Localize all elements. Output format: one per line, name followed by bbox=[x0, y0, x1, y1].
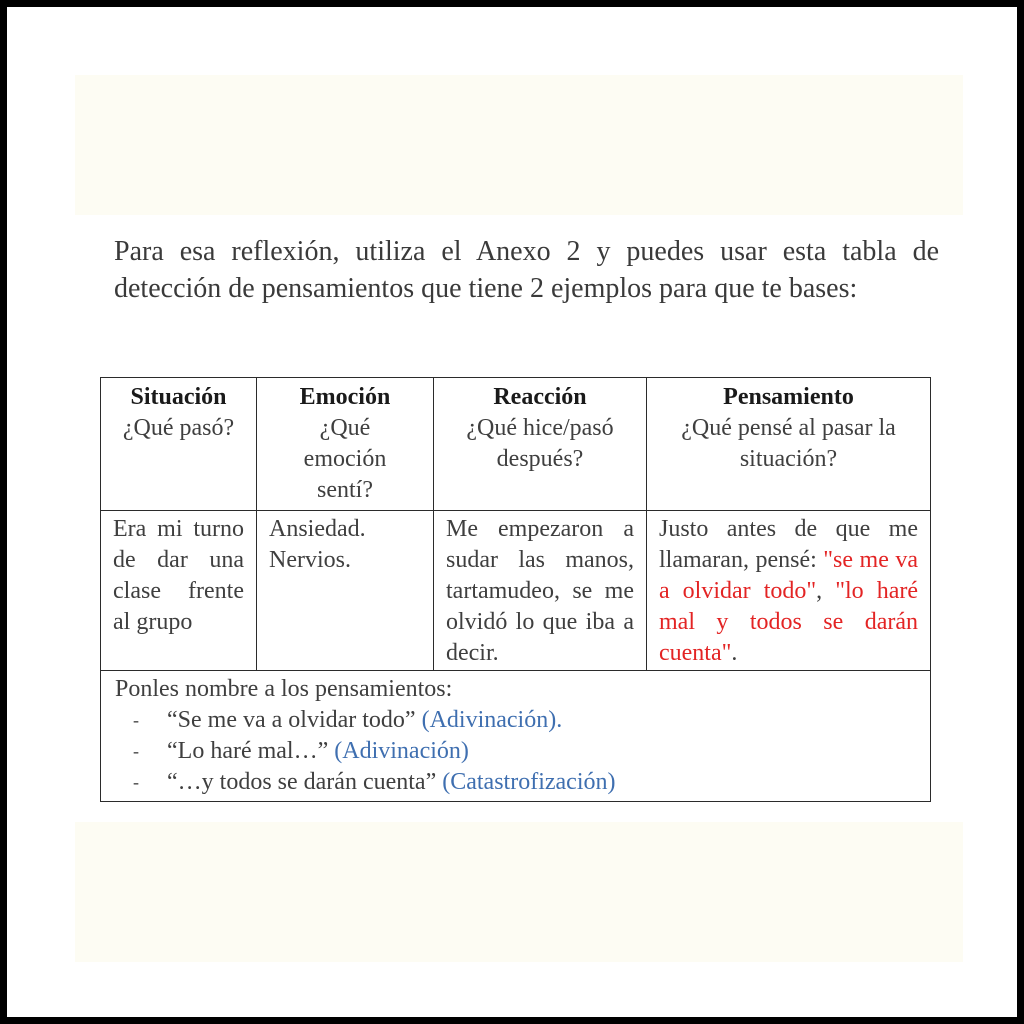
cell-situacion: Era mi turno de dar una clase frente al grupo bbox=[101, 511, 257, 671]
header-emocion bbox=[257, 378, 434, 511]
names-title: Ponles nombre a los pensamientos: bbox=[115, 676, 453, 702]
intro-paragraph: Para esa reflexión, utiliza el Anexo 2 y puedes usar esta tabla de detección de pensamientos que tiene 2 ejemplos para que te bases: bbox=[114, 236, 939, 304]
top-shaded-band bbox=[75, 75, 963, 215]
bullet-dash: - bbox=[133, 772, 139, 792]
header-title: Pensamiento bbox=[723, 384, 854, 410]
table-row bbox=[101, 511, 931, 671]
names-row bbox=[101, 671, 931, 802]
cell-emocion: Ansiedad. Nervios. bbox=[257, 511, 434, 671]
thought-name-quote: “Se me va a olvidar todo” bbox=[167, 707, 416, 733]
cell-reaccion: Me empezaron a sudar las manos, tartamudeo, se me olvidó lo que iba a decir. bbox=[434, 511, 647, 671]
thought-detection-table bbox=[100, 377, 931, 802]
thought-name-label: (Catastrofización) bbox=[442, 769, 616, 795]
thought-intro: Justo antes de que me llamaran, pensé: bbox=[659, 516, 918, 573]
header-subtitle: ¿Qué hice/pasó después? bbox=[466, 415, 614, 472]
thought-quote-2: "lo haré mal y todos se darán cuenta" bbox=[659, 578, 918, 666]
list-item bbox=[115, 705, 918, 736]
thought-name-end: . bbox=[556, 707, 563, 733]
header-subtitle: ¿Qué pasó? bbox=[122, 415, 235, 441]
header-subtitle: ¿Qué pensé al pasar la situación? bbox=[681, 415, 896, 472]
bottom-shaded-band bbox=[75, 822, 963, 962]
list-item bbox=[115, 736, 918, 767]
header-reaccion bbox=[434, 378, 647, 511]
thought-end: . bbox=[731, 640, 738, 666]
header-title: Emoción bbox=[299, 384, 391, 410]
thought-separator: , bbox=[816, 578, 836, 604]
header-situacion bbox=[101, 378, 257, 511]
header-title: Situación bbox=[130, 384, 227, 410]
names-list bbox=[115, 705, 918, 798]
header-title: Reacción bbox=[493, 384, 587, 410]
thought-name-quote: “Lo haré mal…” bbox=[167, 738, 329, 764]
header-pensamiento bbox=[647, 378, 931, 511]
list-item bbox=[115, 767, 918, 798]
header-subtitle: ¿Qué emoción sentí? bbox=[303, 415, 387, 503]
bullet-dash: - bbox=[133, 710, 139, 730]
thought-quote-1: "se me va a olvidar todo" bbox=[659, 547, 918, 604]
thought-name-label: (Adivinación) bbox=[421, 707, 557, 733]
cell-names bbox=[101, 671, 931, 802]
table-header-row bbox=[101, 378, 931, 511]
thought-name-quote: “…y todos se darán cuenta” bbox=[167, 769, 437, 795]
thought-name-label: (Adivinación) bbox=[334, 738, 469, 764]
cell-pensamiento bbox=[647, 511, 931, 671]
bullet-dash: - bbox=[133, 741, 139, 761]
